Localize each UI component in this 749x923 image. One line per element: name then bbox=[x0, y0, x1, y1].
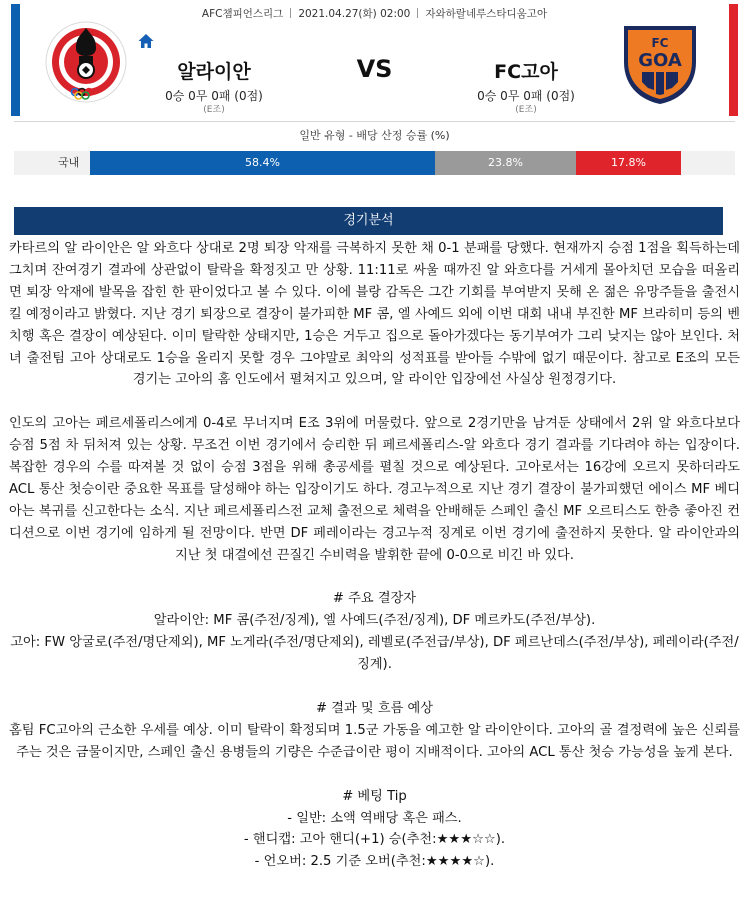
forecast-text: 홈팀 FC고아의 근소한 우세를 예상. 이미 탈락이 확정되며 1.5군 가동을 예고한 알 라이안이다. 고아의 골 결정력에 높은 신뢰를 주는 것은 금물이지만, 스페인 출신 용병들의 기량은 수준급이란 평이 지배적이다. 고아의 ACL 통산 첫승 가능성을 높게 본다. bbox=[9, 722, 740, 760]
absent-away: 고아: FW 앙굴로(주전/명단제외), MF 노게라(주전/명단제외), 레벨로(주전급/부상), DF 페르난데스(주전/부상), 페레이라(주전/징계). bbox=[10, 635, 739, 673]
odds-title: 일반 유형 - 배당 산정 승률 (%) bbox=[299, 129, 450, 142]
home-icon[interactable] bbox=[137, 32, 155, 50]
forecast-title: # 결과 및 흐름 예상 bbox=[316, 700, 433, 716]
analysis-article bbox=[9, 238, 740, 873]
match-datetime: 2021.04.27(화) 02:00 bbox=[298, 8, 411, 20]
analysis-para-home: 카타르의 알 라이안은 알 와흐다 상대로 2명 퇴장 악재를 극복하지 못한 채 0-1 분패를 당했다. 현재까지 승점 1점을 획득하는데 그치며 잔여경기 결과에 상관없이 탈락을 확정짓고 만 상황. 11:11로 싸울 때까진 알 와흐다를 거세게 몰아치던 모습을 떠올리면 퇴장 악재에 발목을 잡힌 한 판이었다고 볼 수 있다. 이에 블랑 감독은 그간 기회를 부여받지 못해 온 젊은 유망주들을 출전시킬 예정이라고 밝혔다. 지난 경기 퇴장으로 결장이 불가피한 MF 콤, 엘 사예드 외에 이번 대회 내내 부진한 MF 브라히미 등의 벤치행 혹은 결장이 예상된다. 이미 탈락한 상태지만, 1승은 거두고 집으로 돌아가겠다는 동기부여가 그리 낮지는 않아 보인다. 처녀 출전팀 고아 상대로도 1승을 올리지 못할 경우 그야말로 최악의 성적표를 받아들 수밖에 없기 때문이다. 참고로 E조의 모든 경기는 고아의 홈 인도에서 펼쳐지고 있으며, 알 라이안 입장에선 사실상 원정경기다. bbox=[9, 241, 740, 388]
away-record: 0승 0무 0패 (0점) bbox=[477, 89, 575, 103]
odds-label: 국내 bbox=[58, 156, 80, 169]
spacer bbox=[9, 764, 740, 786]
home-team-name[interactable]: 알라이안 bbox=[177, 61, 251, 83]
tip-overunder: - 언오버: 2.5 기준 오버(추천:★★★★☆). bbox=[254, 854, 495, 870]
absent-title: # 주요 결장자 bbox=[332, 591, 417, 607]
vs-label: VS bbox=[356, 55, 393, 83]
tip-title: # 베팅 Tip bbox=[342, 788, 407, 804]
spacer bbox=[9, 676, 740, 698]
spacer bbox=[9, 567, 740, 589]
spacer bbox=[9, 391, 740, 413]
away-group: (E조) bbox=[515, 105, 537, 115]
separator bbox=[290, 8, 291, 18]
fc-goa-logo-fc: FC bbox=[651, 36, 669, 50]
tip-handicap: - 핸디캡: 고아 핸디(+1) 승(추천:★★★☆☆). bbox=[243, 832, 506, 848]
analysis-para-away: 인도의 고아는 페르세폴리스에게 0-4로 무너지며 E조 3위에 머물렀다. 앞으로 2경기만을 남겨둔 상태에서 2위 알 와흐다보다 승점 5점 차 뒤처져 있는 상황. 무조건 이번 경기에서 승리한 뒤 페르세폴리스-알 와흐다 경기 결과를 기다려야 하는 입장이다. 복잡한 경우의 수를 따져볼 것 없이 승점 3점을 위해 총공세를 펼칠 것으로 예상된다. 고아로서는 16강에 오르지 못하더라도 ACL 통산 첫승이란 중요한 목표를 달성해야 하는 입장이기도 하다. 경고누적으로 지난 경기 결장이 불가피했던 에이스 MF 베디아는 복귀를 신고한다는 소식. 지난 페르세폴리스전 교체 출전으로 체력을 안배해둔 스페인 출신 MF 오르티스도 한층 좋아진 컨디션으로 이번 경기에 임하게 될 전망이다. 반면 DF 페레이라는 경고누적 징계로 이번 경기에 출전하지 못한다. 알 라이안과의 지난 첫 대결에선 끈질긴 수비력을 발휘한 끝에 0-0으로 비긴 바 있다. bbox=[9, 416, 741, 563]
tip-general: - 일반: 소액 역배당 혹은 패스. bbox=[287, 810, 462, 826]
odds-bar-row bbox=[14, 151, 735, 175]
home-record: 0승 0무 0패 (0점) bbox=[165, 89, 263, 103]
separator bbox=[417, 8, 418, 18]
absent-home: 알라이안: MF 콤(주전/징계), 엘 사예드(주전/징계), DF 메르카도(주전/부상). bbox=[153, 613, 596, 629]
league-name: AFC챔피언스리그 bbox=[201, 8, 284, 20]
home-group: (E조) bbox=[203, 105, 225, 115]
odds-away-bar: 17.8% bbox=[576, 151, 681, 175]
odds-home-bar: 58.4% bbox=[90, 151, 435, 175]
header-divider bbox=[14, 121, 735, 122]
odds-draw-bar: 23.8% bbox=[435, 151, 576, 175]
fc-goa-logo-goa: GOA bbox=[638, 50, 682, 71]
away-team-name[interactable]: FC고아 bbox=[494, 61, 558, 83]
match-venue: 자와하랄네루스타디움고아 bbox=[425, 8, 548, 20]
analysis-header: 경기분석 bbox=[14, 207, 723, 235]
